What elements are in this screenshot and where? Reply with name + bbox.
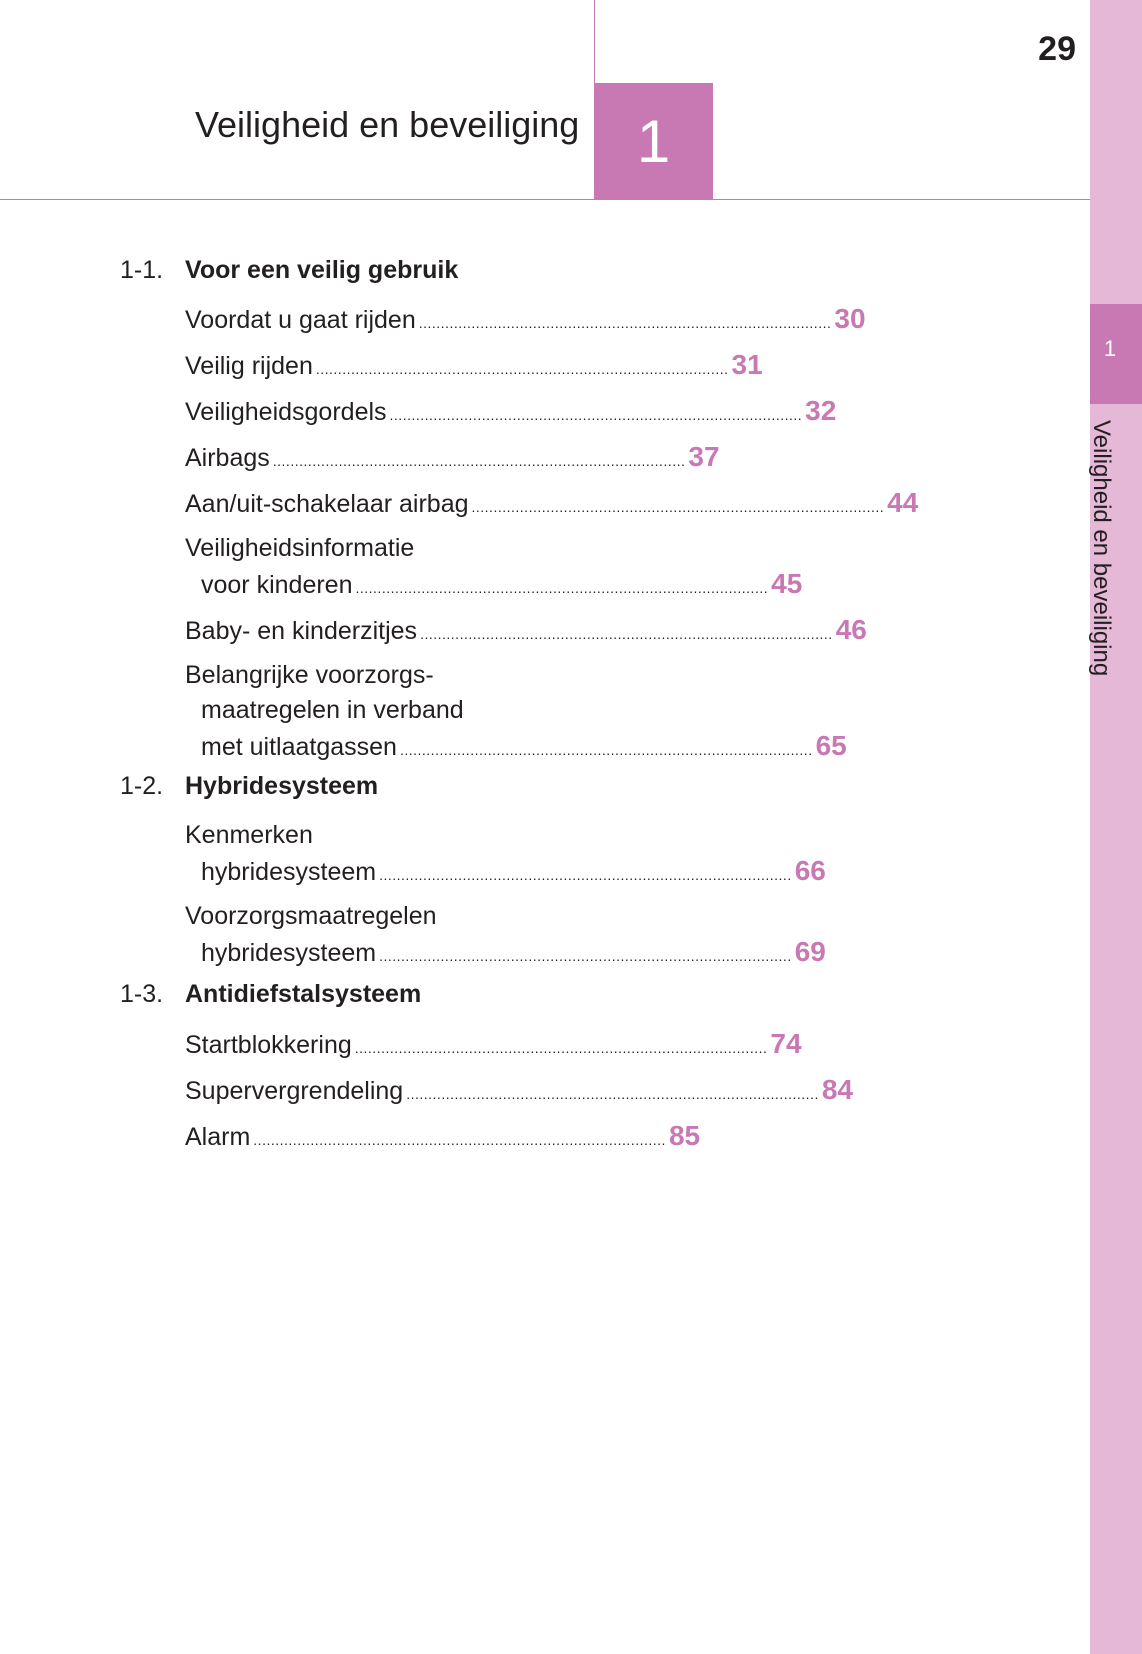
leader-dots: ..............................................................................................: [406, 1086, 819, 1102]
page-number: 29: [1038, 30, 1076, 68]
entry-title-continued: hybridesysteem: [201, 939, 377, 967]
leader-dots: ..............................................................................................: [379, 867, 792, 883]
toc-section-1-3: [120, 980, 421, 1009]
entry-title: Veilig rijden: [185, 352, 313, 380]
toc-entry[interactable]: [185, 612, 867, 652]
toc-entry[interactable]: [185, 658, 847, 768]
side-strip: [1090, 0, 1142, 1654]
entry-title-continued: hybridesysteem: [201, 858, 377, 886]
entry-title: Voorzorgsmaatregelen: [185, 902, 437, 930]
entry-title-continued: voor kinderen: [201, 571, 353, 599]
toc-entry[interactable]: [185, 485, 919, 525]
page-ref[interactable]: 37: [688, 441, 720, 472]
section-title: Voor een veilig gebruik: [185, 256, 459, 284]
leader-dots: ..............................................................................................: [418, 315, 832, 331]
section-number: 1-2.: [120, 772, 164, 800]
entry-title: Supervergrendeling: [185, 1077, 404, 1105]
entry-title: Kenmerken: [185, 821, 313, 849]
entry-title: Aan/uit-schakelaar airbag: [185, 490, 469, 518]
toc-entry[interactable]: [185, 301, 866, 341]
toc-entry[interactable]: [185, 818, 826, 893]
entry-title: Veiligheidsinformatie: [185, 534, 415, 562]
page-ref[interactable]: 32: [805, 395, 837, 426]
toc-entry[interactable]: [185, 1118, 701, 1158]
chapter-title: Veiligheid en beveiliging: [195, 104, 580, 145]
section-number: 1-3.: [120, 980, 164, 1008]
entry-title: Belangrijke voorzorgs-: [185, 661, 434, 689]
section-title: Antidiefstalsysteem: [185, 980, 422, 1008]
toc-entry[interactable]: [185, 531, 803, 606]
side-tab-number: 1: [1103, 336, 1117, 361]
entry-title: Startblokkering: [185, 1031, 352, 1059]
leader-dots: ..............................................................................................: [354, 1040, 768, 1056]
entry-title-continued: met uitlaatgassen: [201, 733, 397, 761]
entry-title: Voordat u gaat rijden: [185, 306, 416, 334]
toc-entry[interactable]: [185, 899, 826, 974]
page-ref[interactable]: 69: [794, 936, 826, 967]
page-ref[interactable]: 46: [835, 614, 867, 645]
entry-title-continued: maatregelen in verband: [201, 696, 464, 724]
section-number: 1-1.: [120, 256, 164, 284]
page-ref[interactable]: 84: [821, 1074, 853, 1105]
toc-entry[interactable]: [185, 1072, 853, 1112]
header-divider-vertical: [594, 0, 595, 83]
leader-dots: ..............................................................................................: [420, 626, 833, 642]
chapter-number-box: [594, 83, 713, 200]
entry-title: Veiligheidsgordels: [185, 398, 387, 426]
header-divider-horizontal: [0, 199, 1090, 200]
leader-dots: ..............................................................................................: [315, 361, 729, 377]
chapter-number: 1: [636, 108, 671, 175]
page-ref[interactable]: 30: [834, 303, 866, 334]
page-ref[interactable]: 31: [731, 349, 763, 380]
leader-dots: ..............................................................................................: [355, 580, 769, 596]
toc-entry[interactable]: [185, 347, 763, 387]
toc-entry[interactable]: [185, 1026, 802, 1066]
entry-title: Baby- en kinderzitjes: [185, 617, 418, 645]
toc-section-1-2: [120, 772, 378, 801]
toc-entry[interactable]: [185, 439, 720, 479]
page-ref[interactable]: 85: [668, 1120, 701, 1151]
side-chapter-label: Veiligheid en beveiliging: [1088, 420, 1115, 677]
leader-dots: ..............................................................................................: [471, 499, 885, 515]
side-chapter-tab[interactable]: [1090, 304, 1142, 404]
section-title: Hybridesysteem: [185, 772, 379, 800]
leader-dots: ..............................................................................................: [399, 742, 813, 758]
page-ref[interactable]: 74: [770, 1028, 802, 1059]
page-ref[interactable]: 44: [887, 487, 919, 518]
page-ref[interactable]: 65: [815, 730, 847, 761]
toc-section-1-1: [120, 256, 458, 285]
page-ref[interactable]: 66: [794, 855, 826, 886]
entry-title: Airbags: [185, 444, 270, 472]
leader-dots: ..............................................................................................: [272, 453, 686, 469]
leader-dots: ..............................................................................................: [389, 407, 803, 423]
leader-dots: ..............................................................................................: [253, 1132, 666, 1148]
toc-entry[interactable]: [185, 393, 837, 433]
leader-dots: ..............................................................................................: [379, 948, 792, 964]
entry-title: Alarm: [185, 1123, 251, 1151]
page-ref[interactable]: 45: [771, 568, 803, 599]
